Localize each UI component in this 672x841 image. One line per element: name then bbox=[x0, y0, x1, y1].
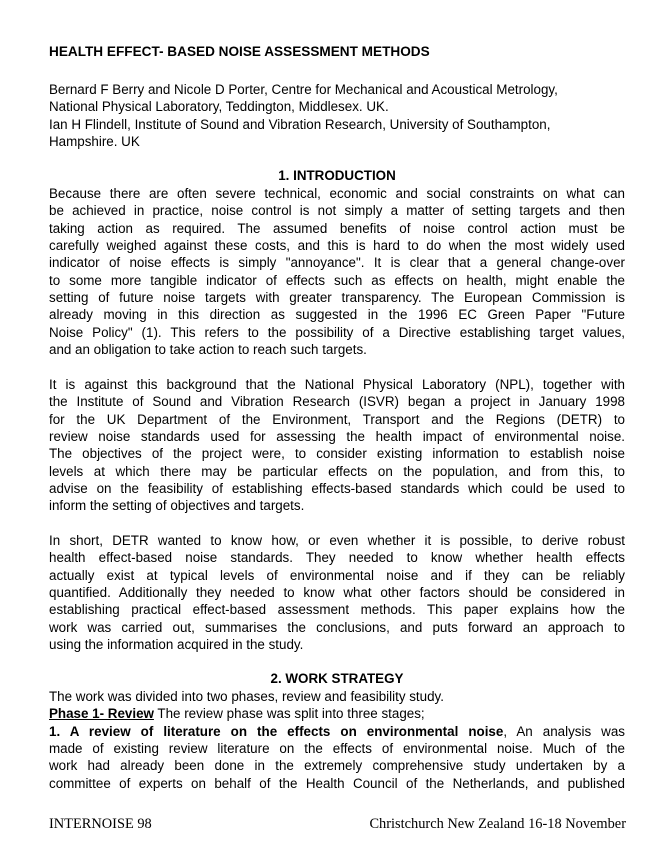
text-line: It is against this background that the National Physical Laboratory (NPL), together with bbox=[49, 377, 625, 392]
text-line: work was carried out, summarises the conclusions, and puts forward an approach to bbox=[49, 619, 625, 635]
text-line: carefully weighed against these costs, and this is hard to do when the most widely used bbox=[49, 238, 625, 254]
author-line: Bernard F Berry and Nicole D Porter, Centre for Mechanical and Acoustical Metrology, bbox=[49, 82, 558, 97]
text-line: taking action as required. The assumed benefits of noise control action must be bbox=[49, 220, 625, 236]
author-line: National Physical Laboratory, Teddington, Middlesex. UK. bbox=[49, 99, 389, 115]
text-line: using the information acquired in the study. bbox=[49, 637, 304, 653]
text-line: health effect-based noise standards. They needed to know whether health effects bbox=[49, 550, 625, 566]
text-line: the Institute of Sound and Vibration Research (ISVR) began a project in January 1998 bbox=[49, 394, 625, 410]
text-line: Noise Policy" (1). This refers to the possibility of a Directive establishing target values, bbox=[49, 324, 625, 340]
author-line: Ian H Flindell, Institute of Sound and Vibration Research, University of Southampton, bbox=[49, 116, 551, 132]
item-rest: , An analysis was bbox=[503, 723, 625, 739]
author-block bbox=[49, 81, 629, 151]
phase-line bbox=[49, 705, 625, 722]
paper-title: HEALTH EFFECT- BASED NOISE ASSESSMENT METHODS bbox=[49, 44, 430, 59]
text-line: work had already been done in the extremely comprehensive study undertaken by a bbox=[49, 758, 625, 774]
text-line: Because there are often severe technical, economic and social constraints on what can bbox=[49, 186, 625, 201]
author-line: Hampshire. UK bbox=[49, 134, 140, 150]
item-line bbox=[49, 723, 625, 740]
text-line: already moving in this direction as suggested in the 1996 EC Green Paper "Future bbox=[49, 307, 625, 323]
text-line: establishing practical effect-based assessment methods. This paper explains how the bbox=[49, 602, 625, 618]
text-line: to some more tangible indicator of effects such as effects on health, might enable the bbox=[49, 272, 625, 288]
footer-conference: INTERNOISE 98 bbox=[49, 816, 152, 832]
text-line: In short, DETR wanted to know how, or even whether it is possible, to derive robust bbox=[49, 533, 625, 548]
text-line: inform the setting of objectives and targets. bbox=[49, 498, 305, 514]
item-title: 1. A review of literature on the effects on environmental noise bbox=[49, 723, 504, 739]
work-strategy-body bbox=[49, 688, 625, 792]
text-line: actually exist at typical levels of environmental noise and if they can be reliably bbox=[49, 567, 625, 583]
text-line: The work was divided into two phases, review and feasibility study. bbox=[49, 689, 444, 704]
text-line: and an obligation to take action to reach such targets. bbox=[49, 342, 367, 358]
text-line: setting of future noise targets with greater transparency. The European Commission is bbox=[49, 290, 625, 306]
footer-location-date: Christchurch New Zealand 16-18 November bbox=[369, 816, 626, 832]
text-line: made of existing review literature on the effects of environmental noise. Much of the bbox=[49, 741, 625, 757]
phase-text: The review phase was split into three stages; bbox=[153, 706, 425, 722]
text-line: be achieved in practice, noise control is not simply a matter of setting targets and then bbox=[49, 203, 625, 219]
section-heading-work-strategy: 2. WORK STRATEGY bbox=[270, 671, 404, 686]
text-line: committee of experts on behalf of the Health Council of the Netherlands, and published bbox=[49, 775, 625, 791]
phase-label: Phase 1- Review bbox=[49, 706, 154, 722]
text-line: quantified. Additionally they needed to know what other factors should be considered in bbox=[49, 585, 625, 601]
text-line: indicator of noise effects is simply "annoyance". It is clear that a general change-over bbox=[49, 255, 625, 271]
intro-paragraph-1 bbox=[49, 185, 625, 358]
text-line: for the UK Department of the Environment, Transport and the Regions (DETR) to bbox=[49, 411, 625, 427]
intro-paragraph-3 bbox=[49, 532, 625, 653]
text-line: The objectives of the project were, to consider existing information to establish noise bbox=[49, 446, 625, 462]
text-line: levels at which there may be particular effects on the population, and from this, to bbox=[49, 463, 625, 479]
intro-paragraph-2 bbox=[49, 376, 625, 515]
section-heading-introduction: 1. INTRODUCTION bbox=[278, 168, 396, 183]
text-line: advise on the feasibility of establishing effects-based standards which could be used to bbox=[49, 481, 625, 497]
text-line: review noise standards used for assessing the health impact of environmental noise. bbox=[49, 429, 625, 445]
